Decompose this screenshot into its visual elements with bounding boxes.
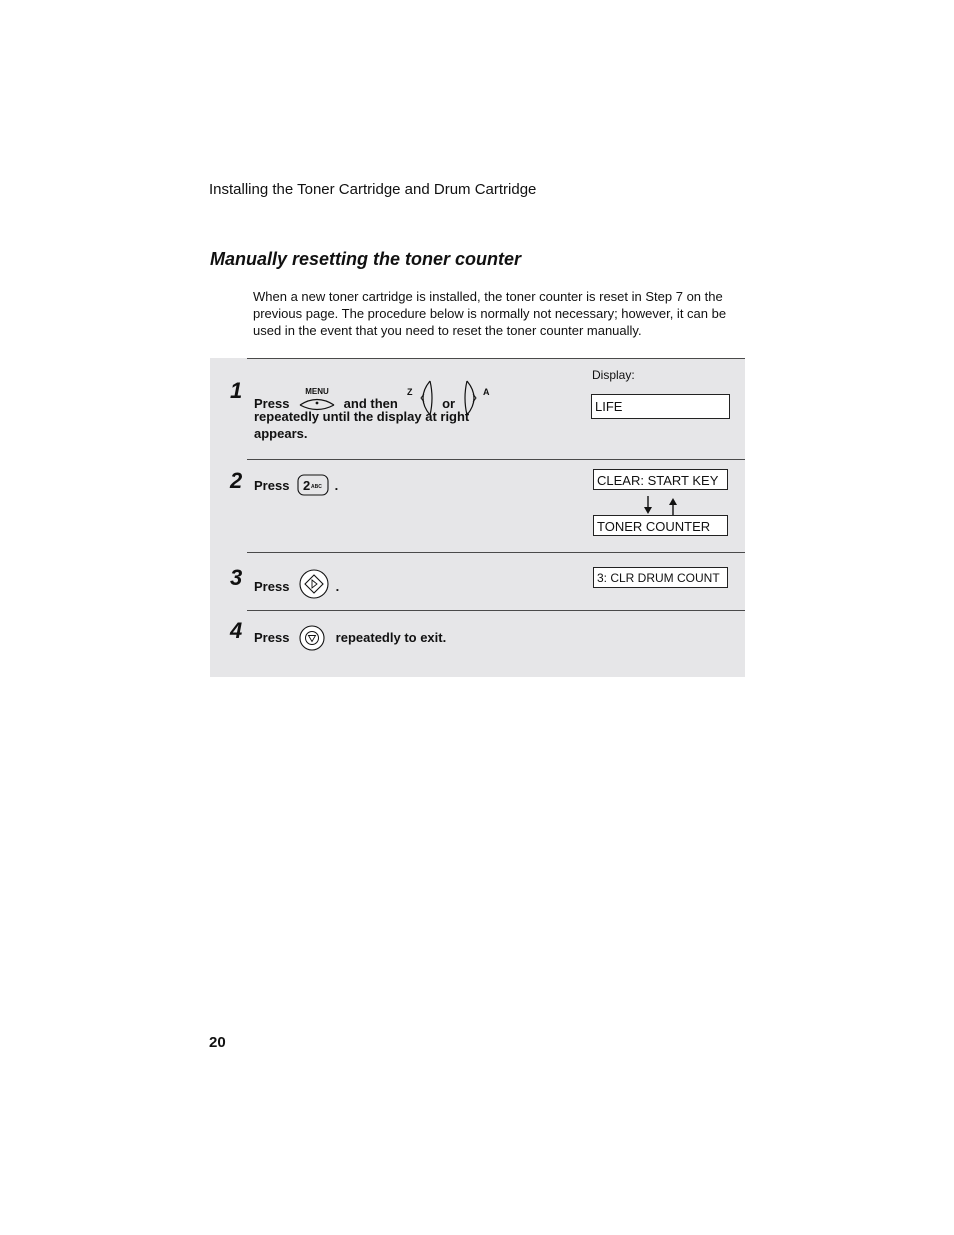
steps-panel <box>210 358 745 677</box>
step-divider <box>247 358 745 359</box>
key-2-icon <box>297 474 329 496</box>
step-1-line-2: repeatedly until the display at right <box>254 409 470 424</box>
press-text: Press <box>254 477 290 493</box>
right-arrow-key-icon <box>463 379 493 417</box>
or-text: or <box>442 395 456 411</box>
step-number: 3 <box>230 565 243 590</box>
step-number: 2 <box>230 468 243 493</box>
step-2-instruction <box>254 474 338 496</box>
section-title: Manually resetting the toner counter <box>210 249 522 269</box>
stop-key-icon <box>298 625 326 651</box>
alternating-arrows-icon <box>640 496 680 516</box>
step-divider <box>247 552 745 553</box>
step-4-instruction <box>254 624 446 650</box>
svg-text:MENU: MENU <box>305 387 329 396</box>
press-text: Press <box>254 578 290 594</box>
left-arrow-key-icon <box>404 379 434 417</box>
key-letters: ABC <box>311 484 322 490</box>
and-then-text: and then <box>343 395 398 411</box>
left-key-letter: Z <box>407 387 413 397</box>
press-text: Press <box>254 395 290 411</box>
lcd-display: LIFE <box>591 394 730 419</box>
lcd-display: 3: CLR DRUM COUNT <box>593 567 728 588</box>
start-key-icon <box>298 569 330 599</box>
step-divider <box>247 610 745 611</box>
step-number: 1 <box>230 378 243 403</box>
period-text: . <box>334 477 339 493</box>
press-text: Press <box>254 629 290 645</box>
right-key-letter: A <box>482 387 490 397</box>
lcd-display-bottom: TONER COUNTER <box>593 515 728 536</box>
step-number: 4 <box>230 618 243 643</box>
step-divider <box>247 459 745 460</box>
display-label: Display: <box>592 368 635 382</box>
step-3-instruction <box>254 571 339 601</box>
page-number: 20 <box>209 1034 226 1051</box>
step-1-line-3: appears. <box>254 426 308 441</box>
intro-paragraph: When a new toner cartridge is installed, the toner counter is reset in Step 7 on the previous page. The procedure below is normally not necessary; however, it can be used in the event that you need to reset the toner counter manually. <box>253 289 727 338</box>
exit-text: repeatedly to exit. <box>335 629 447 645</box>
step-1-instruction <box>254 384 493 442</box>
period-text: . <box>335 578 340 594</box>
key-digit: 2 <box>303 478 311 493</box>
lcd-display-top: CLEAR: START KEY <box>593 469 728 490</box>
menu-key-icon <box>297 386 337 412</box>
running-head: Installing the Toner Cartridge and Drum Cartridge <box>209 181 537 198</box>
